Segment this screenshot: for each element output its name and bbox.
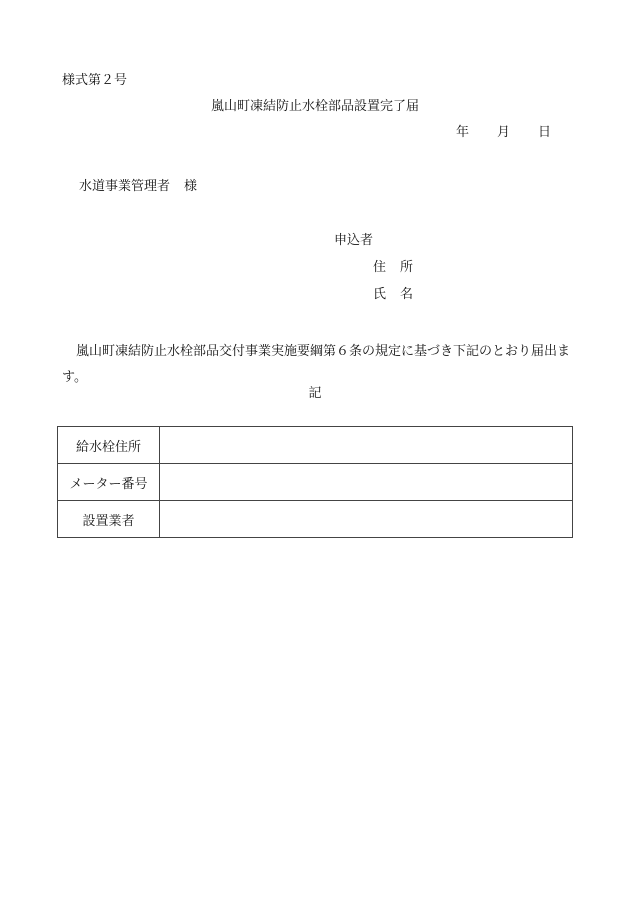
date-year: 年: [456, 125, 470, 140]
addressee-honorific: 様: [184, 179, 198, 194]
address-label-char-2: 所: [400, 260, 414, 275]
date-line: [456, 125, 551, 141]
addressee-name: 水道事業管理者: [79, 179, 171, 194]
table-row: [58, 501, 573, 538]
document-title: 嵐山町凍結防止水栓部品設置完了届: [210, 99, 419, 114]
name-label-char-2: 名: [400, 287, 414, 302]
form-number: 様式第２号: [62, 73, 128, 88]
addressee: [79, 179, 197, 195]
name-label: [373, 287, 413, 303]
row-label-meter-number: メーター番号: [58, 464, 160, 501]
address-label-char-1: 住: [373, 260, 387, 275]
record-table: [57, 426, 573, 538]
table-row: [58, 464, 573, 501]
date-day: 日: [538, 125, 552, 140]
name-label-char-1: 氏: [373, 287, 387, 302]
row-value-installer[interactable]: [160, 501, 573, 538]
address-label: [373, 260, 413, 276]
table-row: [58, 427, 573, 464]
row-label-installer: 設置業者: [58, 501, 160, 538]
row-value-meter-number[interactable]: [160, 464, 573, 501]
ki-heading: 記: [308, 386, 322, 401]
row-value-water-tap-address[interactable]: [160, 427, 573, 464]
date-month: 月: [497, 125, 511, 140]
row-label-water-tap-address: 給水栓住所: [58, 427, 160, 464]
applicant-label: 申込者: [334, 233, 374, 248]
body-text: 嵐山町凍結防止水栓部品交付事業実施要綱第６条の規定に基づき下記のとおり届出ます。: [62, 344, 571, 385]
